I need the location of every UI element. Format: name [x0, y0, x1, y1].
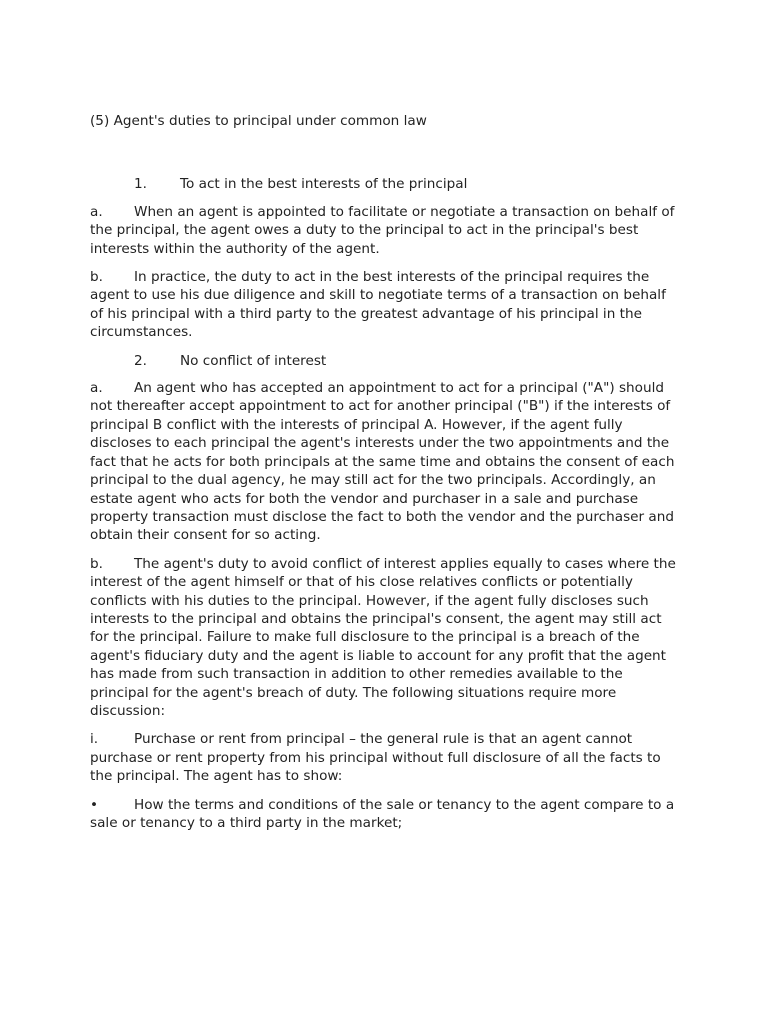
paragraph-text: In practice, the duty to act in the best interests of the principal requires the agent to use his due diligence and skill to negotiate terms of a transaction on behalf of his principal with a third party to the greatest advantage of his principal in the circumstances.	[90, 269, 666, 341]
item-number: 1.	[134, 176, 147, 193]
paragraph-marker: i.	[90, 731, 99, 748]
paragraph-marker: b.	[90, 269, 103, 286]
paragraph-text: An agent who has accepted an appointment to act for a principal ("A") should not thereafter accept appointment to act for another principal ("B") if the interests of principal B conflict with the interests of principal A. However, if the agent fully discloses to each principal the agent's interests under the two appointments and the fact that he acts for both principals at the same time and obtains the consent of each principal to the dual agency, he may still act for the two principals. Accordingly, an estate agent who acts for both the vendor and purchaser in a sale and purchase property transaction must disclose the fact to both the vendor and the purchaser and obtain their consent for so acting.	[90, 380, 675, 544]
paragraph-text: When an agent is appointed to facilitate or negotiate a transaction on behalf of the principal, the agent owes a duty to the principal to act in the principal's best interests within the authority of the agent.	[90, 203, 675, 257]
numbered-heading-2	[90, 352, 680, 370]
paragraph-1b	[90, 268, 680, 342]
paragraph-text: The agent's duty to avoid conflict of interest applies equally to cases where the interest of the agent himself or that of his close relatives conflicts or potentially conflicts with his duties to the principal. However, if the agent fully discloses such interests to the principal and obtains the principal's consent, the agent may still act for the principal. Failure to make full disclosure to the principal is a breach of the agent's fiduciary duty and the agent is liable to account for any profit that the agent has made from such transaction in addition to other remedies available to the principal for the agent's breach of duty. The following situations require more discussion:	[90, 555, 676, 719]
paragraph-text: Purchase or rent from principal – the general rule is that an agent cannot purchase or rent property from his principal without full disclosure of all the facts to the principal. The agent has to show:	[90, 731, 661, 785]
bullet-marker: •	[90, 796, 99, 813]
paragraph-2b-i	[90, 730, 680, 785]
item-text: To act in the best interests of the principal	[180, 176, 468, 193]
item-text: No conflict of interest	[180, 352, 327, 369]
paragraph-2a	[90, 379, 680, 545]
paragraph-marker: a.	[90, 203, 103, 220]
paragraph-2b	[90, 555, 680, 721]
numbered-heading-1	[90, 175, 680, 193]
document-page	[90, 112, 680, 842]
section-heading: (5) Agent's duties to principal under common law	[90, 113, 427, 129]
bullet-text: How the terms and conditions of the sale or tenancy to the agent compare to a sale or tenancy to a third party in the market;	[90, 796, 675, 831]
item-number: 2.	[134, 352, 147, 369]
paragraph-marker: b.	[90, 555, 103, 572]
paragraph-marker: a.	[90, 380, 103, 397]
paragraph-1a	[90, 203, 680, 258]
bullet-item	[90, 796, 680, 833]
